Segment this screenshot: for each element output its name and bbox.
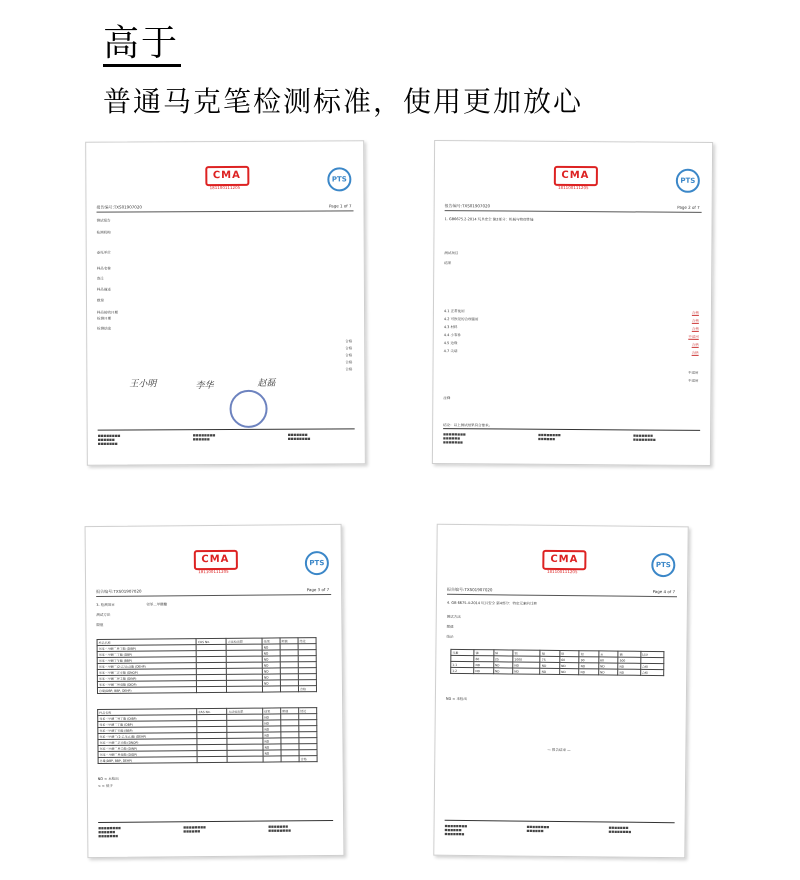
result-text: 合格 — [345, 367, 353, 372]
table-cell: ND — [474, 668, 494, 674]
table-cell: 500 — [618, 657, 641, 663]
element-table — [450, 649, 664, 676]
table-header-cell: 硒 — [618, 651, 641, 657]
table-header-cell: CAS No. — [197, 708, 227, 714]
table-cell: ND — [618, 663, 641, 669]
result-link[interactable]: 合格 — [691, 318, 699, 323]
table-cell: 1-1 — [451, 661, 474, 667]
table-cell: 邻苯二甲酸丁苄酯 (BBP) — [98, 727, 197, 734]
table-header-cell: 样品名称 — [97, 639, 196, 646]
result-link[interactable]: 合格 — [691, 342, 699, 347]
table-cell: ND — [263, 744, 281, 750]
result-text: 合格 — [345, 353, 353, 358]
text-line: 4.1 正常使用 — [443, 309, 465, 314]
official-stamp-icon — [229, 390, 267, 428]
table-header-cell: 结果 — [262, 638, 280, 644]
logo-row — [437, 549, 687, 582]
table-cell: 邻苯二甲酸二丁酯 (DBP) — [97, 651, 196, 658]
text-line: 测试方法 — [96, 612, 111, 618]
result-text: 不适用 — [688, 370, 699, 375]
text-line: 4.5 边缘 — [443, 341, 458, 346]
result-text: 不适用 — [687, 378, 699, 383]
text-line: 4. GB 6675.4-2014 玩具安全 第4部分：特定元素的迁移 — [446, 600, 537, 606]
text-line: 检测日期 — [97, 316, 112, 321]
table-header-cell: 锑 — [474, 650, 494, 656]
table-cell: ND — [262, 650, 280, 656]
report-number: 报告编号:TXS01907020 — [444, 203, 491, 209]
divider — [445, 210, 702, 213]
text-line: 测试项目 — [444, 251, 459, 256]
table-cell: ND — [263, 738, 281, 744]
hero-title: 高于 — [103, 23, 180, 64]
table-cell: 邻苯二甲酸二异癸酯 (DIDP) — [97, 681, 196, 688]
table-cell: 合格 — [299, 756, 317, 762]
signature: 王小明 — [129, 379, 157, 390]
text-line: 数量 — [96, 298, 104, 303]
table-header-cell: 元素 — [451, 649, 474, 655]
table-cell: 邻苯二甲酸二丁酯 (DBP) — [98, 721, 197, 728]
cma-number: 181100111205 — [198, 568, 229, 575]
table-cell: 邻苯二甲酸二异壬酯 (DINP) — [98, 745, 197, 752]
table-cell: ND — [598, 669, 618, 675]
cma-number: 181100111205 — [209, 184, 241, 191]
table-header-cell: 方法检出限 — [227, 708, 263, 714]
text-line: 检测结论 — [97, 326, 112, 331]
table-cell: ND — [262, 674, 280, 680]
table-cell: 总量(DBP, BBP, DEHP) — [97, 687, 196, 694]
table-header-cell: 镉 — [540, 650, 560, 656]
text-line: 备注 — [96, 276, 104, 281]
note-text: < = 低于 — [97, 783, 113, 789]
table-header-cell: 方法检出限 — [226, 638, 262, 644]
text-line: 检测机构 — [96, 230, 111, 235]
table-cell: 60 — [474, 656, 494, 662]
text-line: 样品接收日期 — [97, 310, 119, 315]
table-cell: ND — [262, 668, 280, 674]
table-cell: 1000 — [513, 656, 540, 662]
chem-table-1 — [97, 637, 317, 694]
table-cell: 邻苯二甲酸二正辛酯 (DNOP) — [98, 739, 197, 746]
cma-number: 181100111205 — [546, 568, 578, 575]
pts-logo-icon: PTS — [305, 551, 329, 575]
text-line: 注释 — [443, 396, 451, 401]
table-cell: ND — [493, 662, 513, 668]
page-label: Page 3 of 7 — [306, 586, 330, 593]
note-text: ND = 未检出 — [97, 776, 119, 782]
page-label: Page 1 of 7 — [329, 203, 352, 209]
text-line: 结果 — [444, 261, 452, 266]
table-cell: ND — [262, 662, 280, 668]
table-cell: 75 — [540, 656, 560, 662]
page-label: Page 4 of 7 — [652, 588, 676, 595]
table-cell: 合格 — [298, 686, 316, 692]
cma-logo-icon: CMA — [193, 550, 237, 570]
table-cell: ND — [513, 668, 540, 674]
table-cell: ND — [262, 644, 280, 650]
table-cell: 合格 — [640, 669, 663, 675]
signature: 赵磊 — [257, 378, 276, 389]
table-header-cell: 样品名称 — [98, 709, 197, 716]
text-line: 限值 — [96, 622, 104, 628]
table-cell: ND — [262, 656, 280, 662]
chem-table-2 — [97, 707, 317, 764]
table-header-cell: 限值 — [280, 638, 298, 644]
report-page-1 — [85, 140, 366, 465]
note-text: ND = 未检出 — [445, 696, 467, 702]
result-text: 合格 — [345, 339, 353, 344]
table-cell: 合格 — [640, 663, 663, 669]
text-line: 1. GB6675.2-2014 玩具安全 第2部分：机械与物理性能 — [444, 217, 534, 222]
text-line: 测试方法 — [446, 614, 461, 619]
table-cell: ND — [560, 662, 580, 668]
table-header-cell: 结论 — [298, 638, 316, 644]
table-cell: 60 — [560, 656, 580, 662]
text-line: 样品描述 — [96, 287, 111, 292]
result-link[interactable]: 合格 — [691, 350, 699, 355]
cma-logo-icon: CMA — [205, 166, 249, 186]
table-cell: 邻苯二甲酸二正辛酯 (DNOP) — [97, 669, 196, 676]
table-cell: 邻苯二甲酸二异癸酯 (DIDP) — [98, 751, 197, 758]
hero-title-underline — [103, 64, 181, 67]
text-line: 4.4 小零件 — [443, 333, 461, 338]
table-cell: ND — [513, 662, 540, 668]
table-cell: 1-2 — [451, 667, 474, 673]
table-header-cell: 钡 — [513, 650, 540, 656]
cma-number: 181100111205 — [558, 184, 589, 191]
divider — [97, 210, 354, 212]
table-cell: ND — [263, 732, 281, 738]
result-link[interactable]: 合格 — [691, 326, 699, 331]
table-cell: ND — [474, 662, 494, 668]
page-footer: ■■■■■■■■ ■■■■■■ ■■■■■■■ ■■■■■■■■ ■■■■■■ ■■■■■■■ ■■■■■■■■ — [98, 428, 355, 452]
result-text: 合格 — [345, 346, 353, 351]
table-row — [98, 756, 317, 764]
table-cell: 总量(DBP, BBP, DEHP) — [98, 757, 197, 764]
table-header-cell: 结论 — [299, 708, 317, 714]
table-cell: 60 — [599, 657, 619, 663]
text-line: 测试报告 — [96, 218, 111, 223]
signature: 李华 — [195, 381, 214, 392]
report-page-4 — [433, 524, 688, 859]
page-footer: ■■■■■■■■ ■■■■■■ ■■■■■■■ ■■■■■■■■ ■■■■■■ ■■■■■■■ ■■■■■■■■ — [444, 820, 674, 845]
table-cell: ND — [493, 668, 513, 674]
table-header-cell: 限值 — [281, 708, 299, 714]
logo-row — [86, 165, 363, 196]
report-number: 报告编号:TXS01907020 — [96, 204, 142, 210]
page-footer: ■■■■■■■■ ■■■■■■ ■■■■■■■ ■■■■■■■■ ■■■■■■ ■■■■■■■ ■■■■■■■■ — [98, 820, 333, 845]
divider — [447, 594, 677, 597]
text-line: 4.2 可预见的合理滥用 — [443, 317, 479, 322]
table-cell: 邻苯二甲酸二(2-乙基己)酯 (DEHP) — [97, 663, 196, 670]
pts-logo-icon: PTS — [676, 169, 700, 193]
table-row — [451, 667, 664, 675]
report-page-3 — [85, 524, 345, 858]
logo-row — [86, 549, 341, 581]
table-row — [97, 686, 316, 694]
table-cell: ND — [263, 726, 281, 732]
logo-row — [435, 165, 712, 197]
table-cell: 邻苯二甲酸丁苄酯 (BBP) — [97, 657, 196, 664]
report-number: 报告编号:TXS01907020 — [447, 586, 493, 593]
table-cell: ND — [263, 714, 281, 720]
text-line: 3. 检测项目 — [96, 602, 115, 608]
report-page-2 — [432, 140, 713, 466]
table-cell: ND — [560, 668, 580, 674]
table-cell: ND — [540, 668, 560, 674]
page-label: Page 2 of 7 — [677, 204, 700, 210]
result-link[interactable]: 不适用 — [688, 334, 699, 339]
table-header-cell: 铬 — [560, 650, 580, 656]
text-line: 邻苯二甲酸酯 — [146, 602, 168, 607]
cma-logo-icon: CMA — [542, 550, 586, 570]
table-cell: ND — [263, 750, 281, 756]
text-line: 4.7 尖端 — [443, 349, 458, 354]
table-cell: ND — [618, 669, 641, 675]
table-cell: 邻苯二甲酸二异丁酯 (DIBP) — [97, 645, 196, 652]
table-cell: ND — [579, 669, 599, 675]
table-header-cell: 结论 — [641, 651, 664, 657]
result-link[interactable]: 合格 — [691, 310, 699, 315]
cma-logo-icon: CMA — [553, 166, 597, 186]
text-line: 结论 — [446, 634, 454, 639]
hero-subtitle: 普通马克笔检测标准，使用更加放心 — [103, 85, 584, 118]
report-number: 报告编号:TXS01907020 — [96, 588, 142, 595]
table-cell: ND — [263, 680, 281, 686]
pts-logo-icon: PTS — [327, 167, 351, 191]
table-cell: 90 — [579, 657, 599, 663]
table-cell: ND — [579, 663, 599, 669]
text-line: 样品名称 — [96, 266, 111, 271]
table-cell: ND — [540, 662, 560, 668]
table-cell: ND — [263, 720, 281, 726]
page-footer: ■■■■■■■■ ■■■■■■ ■■■■■■■ ■■■■■■■■ ■■■■■■ ■■■■■■■ ■■■■■■■■ — [443, 428, 700, 453]
table-cell: 邻苯二甲酸二异壬酯 (DINP) — [97, 675, 196, 682]
table-header-cell: 铅 — [579, 651, 599, 657]
text-line: 4.3 材料 — [443, 325, 458, 330]
text-line: 结论：以上测试结果符合要求。 — [443, 423, 493, 428]
table-header-cell: 汞 — [599, 651, 619, 657]
table-cell: 邻苯二甲酸二(2-乙基己)酯 (DEHP) — [98, 733, 197, 740]
table-cell: ND — [599, 663, 619, 669]
table-header-cell: 砷 — [494, 650, 514, 656]
pts-logo-icon: PTS — [651, 553, 675, 577]
table-header-cell: 结果 — [263, 708, 281, 714]
text-line: 限值 — [446, 624, 454, 629]
result-text: 合格 — [345, 360, 353, 365]
table-cell: 25 — [493, 656, 513, 662]
text-line: 委托单位 — [96, 250, 111, 255]
end-of-report: — 报告结束 — — [547, 747, 571, 753]
table-cell: 邻苯二甲酸二异丁酯 (DIBP) — [98, 715, 197, 722]
table-header-cell: CAS No. — [196, 638, 226, 644]
